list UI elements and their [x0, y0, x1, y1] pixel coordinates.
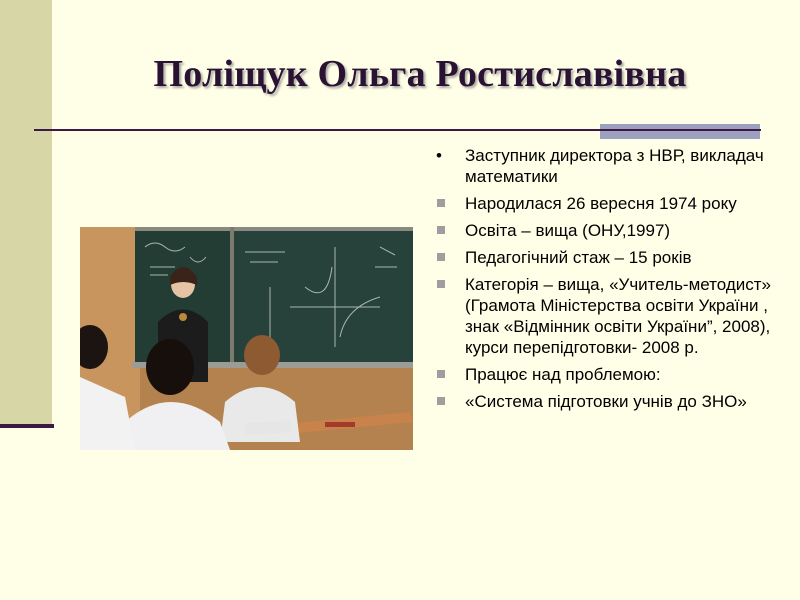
bullet-list [436, 145, 781, 418]
bullet-square-icon [437, 370, 445, 378]
bullet-item [436, 193, 781, 214]
bullet-square-icon [437, 397, 445, 405]
bullet-item [436, 247, 781, 268]
bullet-square-icon [437, 226, 445, 234]
bullet-text: Працює над проблемою: [465, 365, 661, 384]
title-accent-bar [600, 124, 760, 139]
side-decor-rule [0, 424, 54, 428]
bullet-square-icon [437, 199, 445, 207]
bullet-text: Заступник директора з НВР, викладач математики [465, 146, 764, 186]
bullet-text: Педагогічний стаж – 15 років [465, 248, 692, 267]
bullet-text: Категорія – вища, «Учитель-методист» (Грамота Міністерства освіти України , знак «Відмінник освіти України”, 2008), курси перепідготовки- 2008 р. [465, 275, 772, 357]
bullet-dot-icon: • [436, 146, 442, 165]
bullet-text: «Система підготовки учнів до ЗНО» [465, 392, 747, 411]
bullet-item [436, 220, 781, 241]
bullet-text: Народилася 26 вересня 1974 року [465, 194, 737, 213]
bullet-square-icon [437, 253, 445, 261]
slide-title: Поліщук Ольга Ростиславівна [153, 53, 687, 95]
bullet-square-icon [437, 280, 445, 288]
bullet-text: Освіта – вища (ОНУ,1997) [465, 221, 671, 240]
classroom-photo [80, 227, 413, 450]
bullet-item [436, 391, 781, 412]
bullet-item [436, 364, 781, 385]
bullet-item [436, 145, 781, 187]
bullet-item [436, 274, 781, 358]
classroom-photo-illustration [80, 227, 413, 450]
title-underline [34, 129, 761, 131]
